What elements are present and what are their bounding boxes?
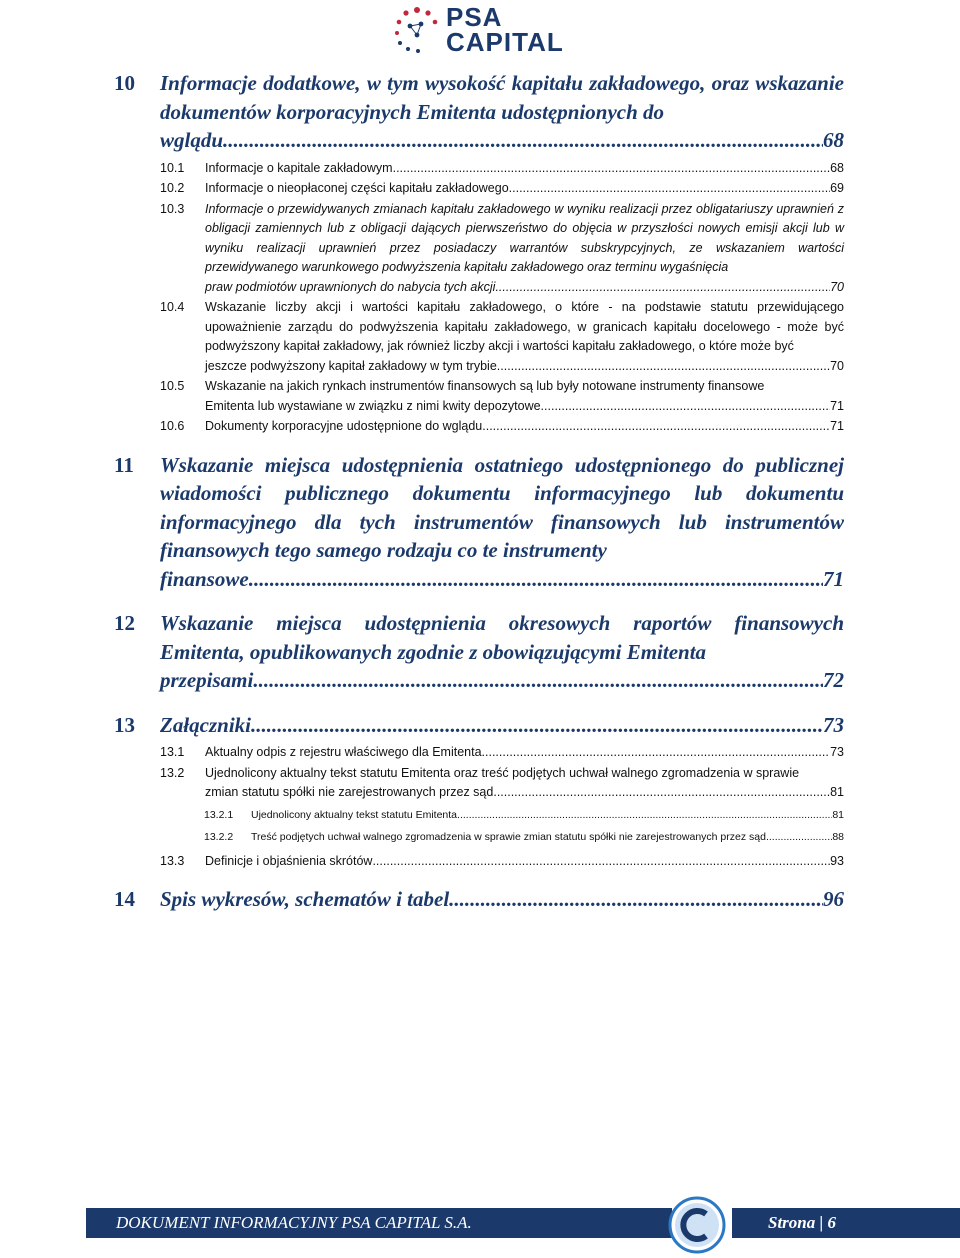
toc-entry-10-4[interactable] <box>114 298 844 376</box>
toc-entry-13-2-2[interactable] <box>114 829 844 846</box>
toc-text-last: jeszcze podwyższony kapitał zakładowy w tym trybie <box>205 358 497 373</box>
toc-entry-10[interactable] <box>114 69 844 155</box>
toc-text: Wskazanie liczby akcji i wartości kapitału zakładowego, o które - na podstawie statutu przewidującego upoważnienie zarządu do podwyższenia kapitału zakładowego, w granicach kapitału docelowego - może być podwyższony kapitał zakładowy, jak również liczby akcji i wartości kapitału zakładowego, o które może być <box>205 300 844 353</box>
toc-text: Informacje o przewidywanych zmianach kapitału zakładowego w wyniku realizacji przez obligatariuszy uprawnień z obligacji zamiennych lub z obligacji dających pierwszeństwo do objęcia w przyszłości nowych emisji akcji lub w wyniku realizacji uprawnień przez posiadaczy warrantów subskrypcyjnych, ze wskazaniem wartości przewidywanego warunkowego podwyższenia kapitału zakładowego oraz terminu wygaśnięcia <box>205 201 844 274</box>
toc-number: 13.1 <box>160 745 185 759</box>
toc-page: 88 <box>832 830 844 843</box>
toc-page: 70 <box>830 358 844 373</box>
toc-page: 81 <box>830 785 844 799</box>
logo-mark-icon <box>390 4 444 54</box>
toc-page: 71 <box>823 566 844 591</box>
toc-entry-13-3[interactable] <box>114 852 844 872</box>
toc-number: 13 <box>114 712 135 737</box>
toc-entry-11[interactable] <box>114 451 844 594</box>
toc-text: Aktualny odpis z rejestru właściwego dla Emitenta <box>205 745 482 759</box>
toc-entry-14[interactable] <box>114 885 844 914</box>
toc-page: 73 <box>823 712 844 737</box>
toc-number: 10.3 <box>160 201 185 216</box>
toc-number: 10.6 <box>160 419 185 433</box>
toc-page: 68 <box>830 160 844 175</box>
toc-number: 10.2 <box>160 181 185 195</box>
page-footer <box>0 1196 960 1252</box>
toc-number: 13.3 <box>160 853 185 868</box>
toc-number: 13.2.1 <box>204 808 234 821</box>
toc-number: 11 <box>114 452 134 477</box>
toc-text: Wskazanie na jakich rynkach instrumentów finansowych są lub były notowane instrumenty finansowe <box>205 379 765 393</box>
toc-text: Wskazanie miejsca udostępnienia okresowych raportów finansowych Emitenta, opublikowanych zgodnie z obowiązującymi Emitenta <box>160 611 844 664</box>
toc-number: 12 <box>114 611 135 635</box>
toc-text: Ujednolicony aktualny tekst statutu Emitenta oraz treść podjętych uchwał walnego zgromadzenia w sprawie <box>205 765 800 780</box>
toc-entry-10-2[interactable] <box>114 179 844 199</box>
toc-entry-10-6[interactable] <box>114 417 844 437</box>
table-of-contents <box>114 69 844 914</box>
toc-entry-13-2[interactable] <box>114 764 844 803</box>
toc-page: 81 <box>832 808 844 821</box>
toc-page: 69 <box>830 181 844 195</box>
toc-text-last: praw podmiotów uprawnionych do nabycia tych akcji <box>205 279 496 294</box>
toc-text: Załączniki <box>160 712 252 737</box>
toc-page: 71 <box>830 419 844 433</box>
toc-page: 73 <box>830 745 844 759</box>
toc-text: Informacje o kapitale zakładowym <box>205 160 393 175</box>
toc-page: 70 <box>830 279 844 294</box>
toc-number: 13.2 <box>160 765 185 780</box>
toc-entry-10-1[interactable] <box>114 159 844 179</box>
footer-logo-icon <box>668 1196 726 1254</box>
toc-entry-13-2-1[interactable] <box>114 807 844 824</box>
footer-document-title: DOKUMENT INFORMACYJNY PSA CAPITAL S.A. <box>116 1213 472 1232</box>
toc-number: 14 <box>114 887 135 911</box>
toc-number: 10.5 <box>160 379 185 393</box>
toc-text-last: wglądu <box>160 128 224 152</box>
toc-entry-12[interactable] <box>114 609 844 695</box>
logo-text-psa: PSA <box>446 2 503 32</box>
toc-number: 10.1 <box>160 160 185 175</box>
toc-page: 96 <box>823 887 844 911</box>
toc-number: 13.2.2 <box>204 830 234 843</box>
toc-entry-10-3[interactable] <box>114 200 844 298</box>
toc-text-last: przepisami <box>160 668 254 692</box>
logo-text-capital: CAPITAL <box>446 27 564 57</box>
toc-entry-13[interactable] <box>114 711 844 740</box>
toc-text: Definicje i objaśnienia skrótów <box>205 853 373 868</box>
toc-text: Informacje dodatkowe, w tym wysokość kapitału zakładowego, oraz wskazanie dokumentów korporacyjnych Emitenta udostępnionych do <box>160 71 844 124</box>
toc-entry-10-5[interactable] <box>114 377 844 416</box>
toc-text: Dokumenty korporacyjne udostępnione do wglądu <box>205 419 483 433</box>
toc-page: 68 <box>823 128 844 152</box>
toc-text: Spis wykresów, schematów i tabel <box>160 887 450 911</box>
toc-number: 10.4 <box>160 300 185 314</box>
toc-page: 71 <box>830 398 844 413</box>
toc-text: Treść podjętych uchwał walnego zgromadzenia w sprawie zmian statutu spółki nie zarejestrowanych przez sąd <box>251 830 766 843</box>
toc-text: Ujednolicony aktualny tekst statutu Emitenta <box>251 808 458 821</box>
toc-number: 10 <box>114 71 135 95</box>
toc-page: 93 <box>830 853 844 868</box>
toc-text-last: Emitenta lub wystawiane w związku z nimi kwity depozytowe <box>205 398 541 413</box>
toc-text-last: finansowe <box>160 566 249 591</box>
toc-text-last: zmian statutu spółki nie zarejestrowanych przez sąd <box>205 785 494 799</box>
toc-entry-13-1[interactable] <box>114 743 844 763</box>
toc-text: Informacje o nieopłaconej części kapitału zakładowego <box>205 181 509 195</box>
footer-bar-right <box>732 1208 960 1238</box>
toc-page: 72 <box>823 668 844 692</box>
footer-page-number: Strona | 6 <box>768 1213 836 1232</box>
toc-text: Wskazanie miejsca udostępnienia ostatniego udostępnionego do publicznej wiadomości publicznego dokumentu informacyjnego lub dokumentu informacyjnego dla tych instrumentów finansowych lub instrumentów finansowych tego samego rodzaju co te instrumenty <box>160 452 844 562</box>
header-logo <box>390 2 580 57</box>
